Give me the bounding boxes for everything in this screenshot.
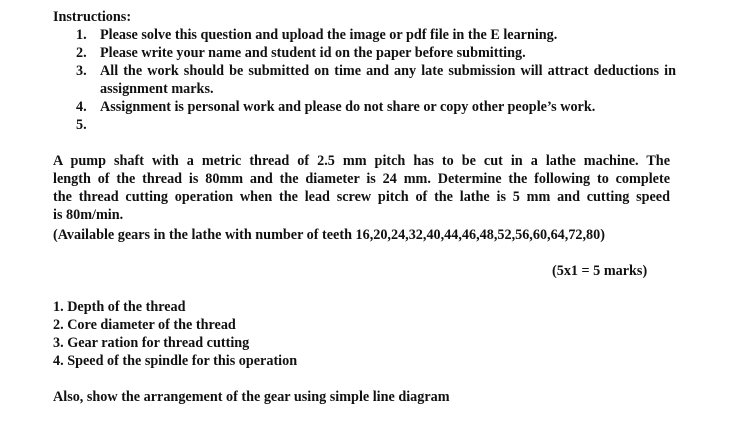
instruction-item xyxy=(76,44,676,62)
instruction-text: Please write your name and student id on the paper before submitting. xyxy=(100,45,526,61)
problem-line: A pump shaft with a metric thread of 2.5 mm pitch has to be cut in a lathe machine. The xyxy=(53,153,670,169)
problem-line: length of the thread is 80mm and the diameter is 24 mm. Determine the following to complete xyxy=(53,171,670,187)
instruction-number: 2. xyxy=(76,45,87,61)
instructions-heading: Instructions: xyxy=(53,9,132,25)
instruction-item xyxy=(76,98,676,116)
instruction-item xyxy=(76,26,676,44)
instruction-text: All the work should be submitted on time and any late submission will attract deductions in assignment marks. xyxy=(100,63,676,97)
available-gears-note: (Available gears in the lathe with number of teeth 16,20,24,32,40,44,46,48,52,56,60,64,72,80) xyxy=(53,227,605,243)
problem-statement xyxy=(53,152,670,224)
instruction-text xyxy=(100,116,676,134)
instruction-number: 4. xyxy=(76,99,87,115)
instruction-text: Please solve this question and upload the image or pdf file in the E learning. xyxy=(100,27,558,43)
instruction-number: 3. xyxy=(76,63,87,79)
question-item: 1. Depth of the thread xyxy=(53,299,186,315)
instruction-number: 5. xyxy=(76,117,87,133)
questions-list xyxy=(53,298,297,370)
gear-diagram-instruction: Also, show the arrangement of the gear using simple line diagram xyxy=(53,389,450,405)
instruction-number: 1. xyxy=(76,27,87,43)
problem-line: the thread cutting operation when the lead screw pitch of the lathe is 5 mm and cutting speed xyxy=(53,189,670,205)
question-item: 4. Speed of the spindle for this operation xyxy=(53,353,298,369)
instruction-item xyxy=(76,116,676,134)
problem-line: is 80m/min. xyxy=(53,207,124,223)
instructions-list xyxy=(76,26,676,134)
marks-label: (5x1 = 5 marks) xyxy=(552,263,648,279)
instruction-text: Assignment is personal work and please do not share or copy other people’s work. xyxy=(100,99,596,115)
instruction-item xyxy=(76,62,676,98)
question-item: 2. Core diameter of the thread xyxy=(53,317,236,333)
question-item: 3. Gear ration for thread cutting xyxy=(53,335,250,351)
